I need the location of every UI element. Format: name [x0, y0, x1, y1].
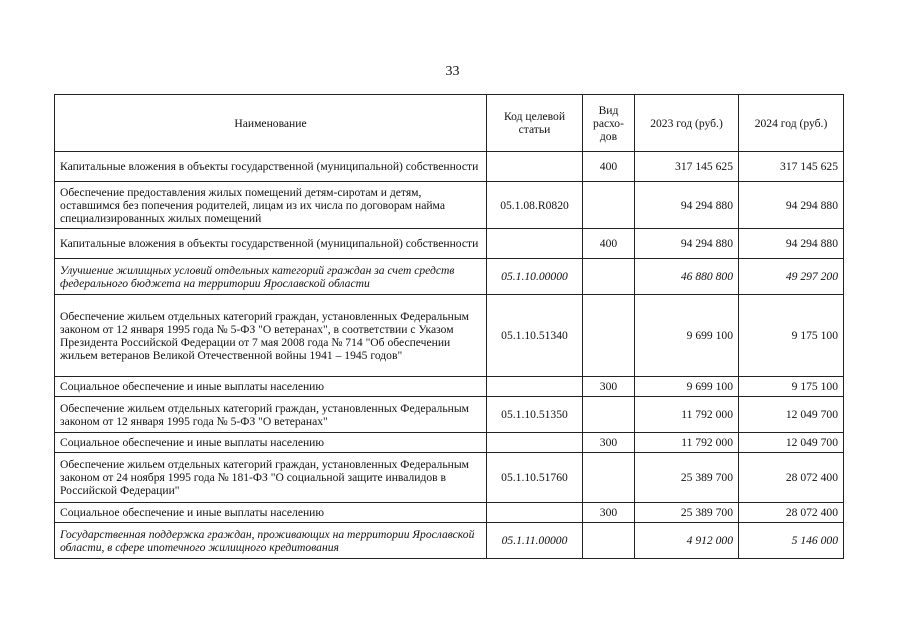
row-2024-cell: 28 072 400 — [739, 453, 844, 503]
table-row — [55, 523, 844, 559]
row-2023-cell: 9 699 100 — [635, 377, 739, 397]
row-vid-cell — [583, 397, 635, 433]
row-vid-cell: 400 — [583, 152, 635, 182]
table-row — [55, 453, 844, 503]
table-row — [55, 182, 844, 229]
row-2024-cell: 9 175 100 — [739, 295, 844, 377]
row-2024-cell: 94 294 880 — [739, 182, 844, 229]
row-2023-cell: 317 145 625 — [635, 152, 739, 182]
row-2024-cell: 12 049 700 — [739, 433, 844, 453]
row-code-cell — [487, 433, 583, 453]
row-code-cell — [487, 377, 583, 397]
row-2024-cell: 49 297 200 — [739, 259, 844, 295]
row-code-cell: 05.1.10.00000 — [487, 259, 583, 295]
row-name-cell: Обеспечение жильем отдельных категорий граждан, установленных Федеральным законом от 24 ноября 1995 года № 181-ФЗ "О социальной защите инвалидов в Российской Федерации" — [55, 453, 487, 503]
row-2023-cell: 94 294 880 — [635, 229, 739, 259]
row-2024-cell: 317 145 625 — [739, 152, 844, 182]
row-vid-cell — [583, 523, 635, 559]
budget-table — [54, 94, 844, 559]
row-2023-cell: 4 912 000 — [635, 523, 739, 559]
header-vid: Вид расхо-дов — [583, 95, 635, 152]
header-2023: 2023 год (руб.) — [635, 95, 739, 152]
table-row — [55, 433, 844, 453]
table-row — [55, 503, 844, 523]
row-name-cell: Улучшение жилищных условий отдельных категорий граждан за счет средств федерального бюджета на территории Ярославской области — [55, 259, 487, 295]
row-code-cell — [487, 229, 583, 259]
row-vid-cell: 400 — [583, 229, 635, 259]
row-code-cell: 05.1.10.51760 — [487, 453, 583, 503]
row-2024-cell: 9 175 100 — [739, 377, 844, 397]
table-row — [55, 259, 844, 295]
row-2024-cell: 94 294 880 — [739, 229, 844, 259]
row-vid-cell — [583, 259, 635, 295]
row-name-cell: Социальное обеспечение и иные выплаты населению — [55, 433, 487, 453]
page-number: 33 — [445, 64, 460, 79]
row-2024-cell: 28 072 400 — [739, 503, 844, 523]
row-code-cell: 05.1.11.00000 — [487, 523, 583, 559]
row-name-cell: Социальное обеспечение и иные выплаты населению — [55, 503, 487, 523]
row-name-cell: Обеспечение жильем отдельных категорий граждан, установленных Федеральным законом от 12 января 1995 года № 5-ФЗ "О ветеранах" — [55, 397, 487, 433]
table-row — [55, 152, 844, 182]
header-code: Код целевой статьи — [487, 95, 583, 152]
table-body — [55, 152, 844, 559]
row-vid-cell — [583, 453, 635, 503]
row-2023-cell: 9 699 100 — [635, 295, 739, 377]
row-2023-cell: 46 880 800 — [635, 259, 739, 295]
table-row — [55, 397, 844, 433]
row-vid-cell — [583, 182, 635, 229]
header-2024: 2024 год (руб.) — [739, 95, 844, 152]
row-2023-cell: 11 792 000 — [635, 433, 739, 453]
header-name: Наименование — [55, 95, 487, 152]
row-name-cell: Капитальные вложения в объекты государственной (муниципальной) собственности — [55, 229, 487, 259]
row-vid-cell: 300 — [583, 503, 635, 523]
table-row — [55, 229, 844, 259]
row-name-cell: Государственная поддержка граждан, проживающих на территории Ярославской области, в сфере ипотечного жилищного кредитования — [55, 523, 487, 559]
row-name-cell: Капитальные вложения в объекты государственной (муниципальной) собственности — [55, 152, 487, 182]
row-vid-cell: 300 — [583, 377, 635, 397]
table-row — [55, 377, 844, 397]
row-code-cell — [487, 152, 583, 182]
row-2024-cell: 12 049 700 — [739, 397, 844, 433]
row-2023-cell: 11 792 000 — [635, 397, 739, 433]
row-code-cell — [487, 503, 583, 523]
row-2023-cell: 25 389 700 — [635, 503, 739, 523]
row-vid-cell: 300 — [583, 433, 635, 453]
table-header-row — [55, 95, 844, 152]
row-name-cell: Обеспечение жильем отдельных категорий граждан, установленных Федеральным законом от 12 января 1995 года № 5-ФЗ "О ветеранах", в соответствии с Указом Президента Российской Федерации от 7 мая 2008 года № 714 "Об обеспечении жильем ветеранов Великой Отечественной войны 1941 – 1945 годов" — [55, 295, 487, 377]
row-code-cell: 05.1.08.R0820 — [487, 182, 583, 229]
row-code-cell: 05.1.10.51340 — [487, 295, 583, 377]
row-vid-cell — [583, 295, 635, 377]
row-2023-cell: 94 294 880 — [635, 182, 739, 229]
row-code-cell: 05.1.10.51350 — [487, 397, 583, 433]
row-name-cell: Обеспечение предоставления жилых помещений детям-сиротам и детям, оставшимся без попечения родителей, лицам из их числа по договорам найма специализированных жилых помещений — [55, 182, 487, 229]
row-2023-cell: 25 389 700 — [635, 453, 739, 503]
row-2024-cell: 5 146 000 — [739, 523, 844, 559]
table-row — [55, 295, 844, 377]
row-name-cell: Социальное обеспечение и иные выплаты населению — [55, 377, 487, 397]
